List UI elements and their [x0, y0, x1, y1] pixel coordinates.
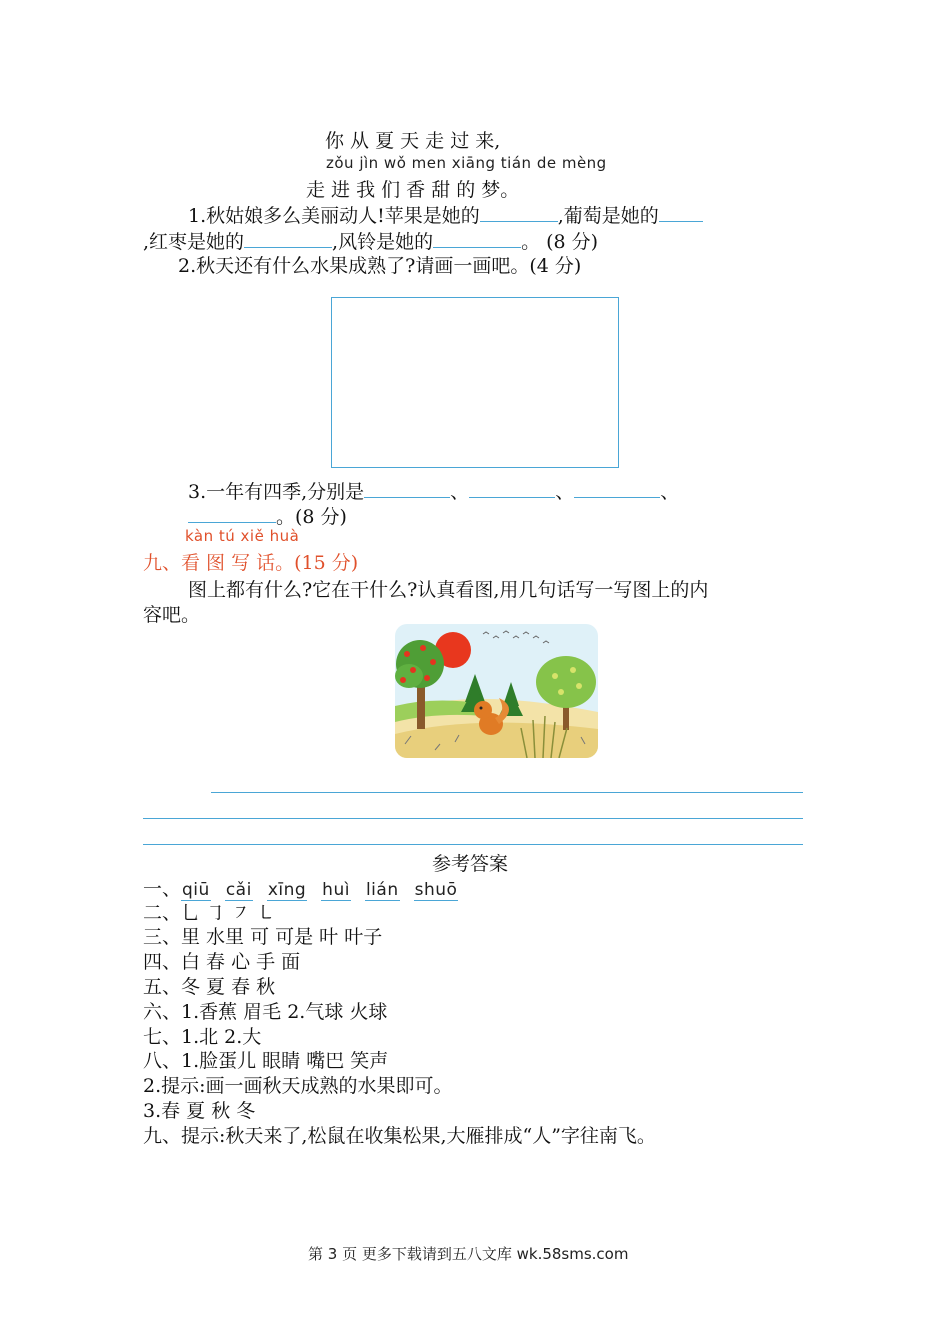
- answer-6: 六、1.香蕉 眉毛 2.气球 火球: [143, 1001, 388, 1023]
- section-9-prompt-line-1: 图上都有什么?它在干什么?认真看图,用几句话写一写图上的内: [188, 579, 709, 601]
- pinyin-answer: shuō: [414, 880, 458, 900]
- section-9-heading: 九、看 图 写 话。(15 分): [143, 552, 359, 574]
- question-item-1-line-2: [143, 227, 598, 254]
- answer-blank[interactable]: [188, 504, 276, 523]
- answer-1-prefix: 一、: [143, 878, 182, 900]
- poem-pinyin: zǒu jìn wǒ men xiāng tián de mèng: [326, 154, 607, 172]
- separator: 、: [555, 481, 575, 503]
- pinyin-answer: cǎi: [225, 880, 252, 900]
- answer-5: 五、冬 夏 春 秋: [143, 976, 276, 998]
- pinyin-answer: qiū: [182, 880, 210, 900]
- drawing-box[interactable]: [331, 297, 619, 468]
- autumn-squirrel-illustration: [395, 624, 598, 758]
- answer-4: 四、白 春 心 手 面: [143, 951, 301, 973]
- answer-1: [143, 874, 472, 901]
- answer-blank[interactable]: [433, 229, 521, 248]
- pinyin-answer: lián: [365, 880, 399, 900]
- question-item-2: 2.秋天还有什么水果成熟了?请画一画吧。(4 分): [178, 255, 582, 277]
- pinyin-answer: xīng: [267, 880, 307, 900]
- answer-blank[interactable]: [480, 203, 558, 222]
- answer-8-2: 2.提示:画一画秋天成熟的水果即可。: [143, 1075, 453, 1097]
- page-footer: 第 3 页 更多下载请到五八文库 wk.58sms.com: [308, 1245, 629, 1263]
- question-item-1-line-1: [188, 201, 703, 228]
- section-9-pinyin: kàn tú xiě huà: [185, 527, 300, 545]
- pinyin-answer: huì: [322, 880, 350, 900]
- answer-blank[interactable]: [659, 203, 703, 222]
- q1-text-b: ,葡萄是她的: [557, 205, 659, 227]
- q3-text-end: 。(8 分): [276, 506, 347, 528]
- answer-blank[interactable]: [364, 479, 450, 498]
- q1-text-a: 1.秋姑娘多么美丽动人!苹果是她的: [188, 205, 480, 227]
- answer-8-3: 3.春 夏 秋 冬: [143, 1100, 256, 1122]
- writing-line-3[interactable]: [143, 844, 803, 845]
- poem-line-3: 走 进 我 们 香 甜 的 梦。: [306, 179, 520, 201]
- answer-blank[interactable]: [574, 479, 660, 498]
- writing-line-1[interactable]: [211, 792, 803, 793]
- answers-title: 参考答案: [432, 853, 509, 875]
- separator: 、: [660, 481, 680, 503]
- answer-blank[interactable]: [469, 479, 555, 498]
- section-9-prompt-line-2: 容吧。: [143, 604, 201, 626]
- question-item-3-line-1: [188, 477, 679, 504]
- question-item-3-line-2: [188, 502, 347, 529]
- separator: 、: [450, 481, 470, 503]
- answer-3: 三、里 水里 可 可是 叶 叶子: [143, 926, 383, 948]
- answer-7: 七、1.北 2.大: [143, 1026, 262, 1048]
- poem-line-1: 你 从 夏 天 走 过 来,: [325, 130, 501, 152]
- q1-text-c: ,红枣是她的: [143, 231, 245, 253]
- q1-text-e: 。 (8 分): [521, 231, 599, 253]
- writing-line-2[interactable]: [143, 818, 803, 819]
- answer-blank[interactable]: [244, 229, 332, 248]
- q1-text-d: ,风铃是她的: [332, 231, 434, 253]
- answer-2: 二、乚 ㇆ ㇇ ㇄: [143, 902, 276, 924]
- answer-9: 九、提示:秋天来了,松鼠在收集松果,大雁排成“人”字往南飞。: [143, 1125, 656, 1147]
- answer-8: 八、1.脸蛋儿 眼睛 嘴巴 笑声: [143, 1050, 389, 1072]
- q3-text-a: 3.一年有四季,分别是: [188, 481, 365, 503]
